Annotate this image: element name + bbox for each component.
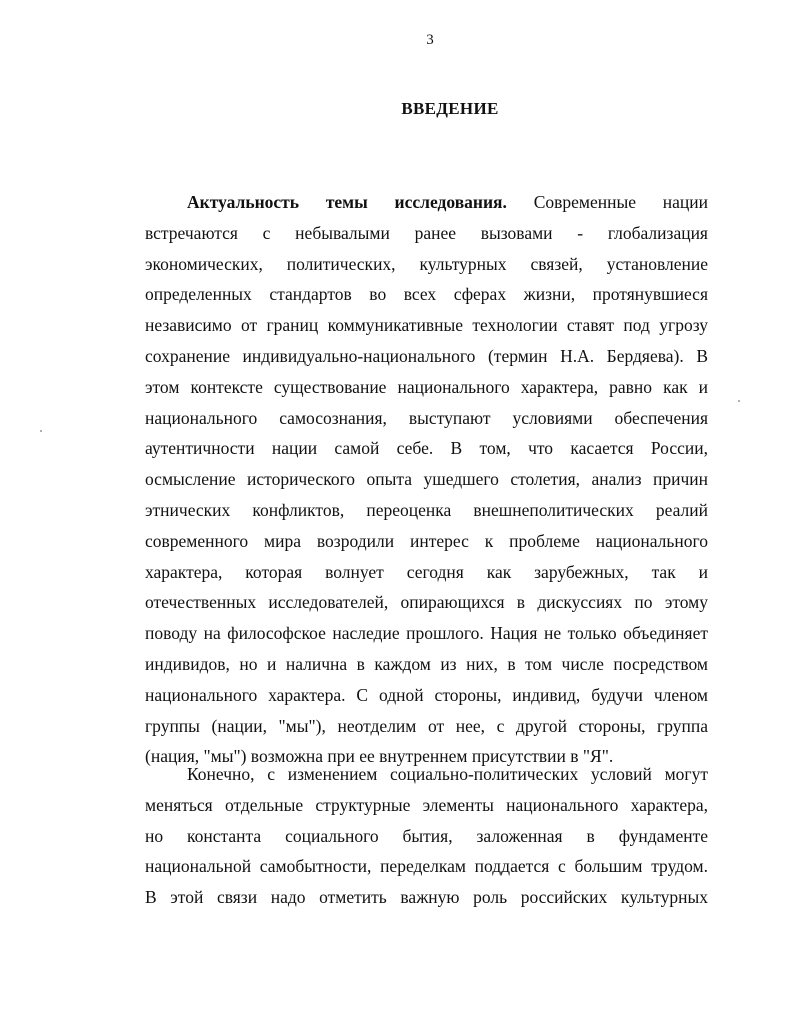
text-line: (нация, "мы") возможна при ее внутреннем присутствии в "Я".	[145, 746, 614, 767]
section-heading: ВВЕДЕНИЕ	[401, 99, 499, 118]
text-line: современного мира возродили интерес к проблеме национального	[145, 530, 708, 551]
text-line: независимо от границ коммуникативные технологии ставят под угрозу	[145, 315, 708, 336]
page-number: 3	[426, 32, 434, 48]
text-line: этнических конфликтов, переоценка внешнеполитических реалий	[145, 499, 708, 520]
text-line: меняться отдельные структурные элементы национального характера,	[145, 794, 708, 815]
text-line: но константа социального бытия, заложенная в фундаменте	[145, 825, 708, 846]
text-line: национального самосознания, выступают условиями обеспечения	[145, 407, 708, 428]
text-line: характера, которая волнует сегодня как зарубежных, так и	[145, 561, 708, 582]
paragraph-relevance	[145, 187, 708, 772]
paragraph-first-line-text: Современные нации	[533, 192, 708, 212]
text-line: группы (нации, "мы"), неотделим от нее, с другой стороны, группа	[145, 715, 708, 736]
paragraph-lead: Актуальность темы исследования.	[187, 192, 507, 212]
text-line: осмысление исторического опыта ушедшего столетия, анализ причин	[145, 469, 708, 490]
text-line: индивидов, но и налична в каждом из них, в том числе посредством	[145, 653, 708, 674]
text-line: определенных стандартов во всех сферах жизни, протянувшиеся	[145, 284, 708, 305]
text-line: экономических, политических, культурных связей, установление	[145, 253, 708, 274]
text-line: встречаются с небывалыми ранее вызовами - глобализация	[145, 222, 708, 243]
text-line: отечественных исследователей, опирающихся в дискуссиях по этому	[145, 592, 708, 613]
text-line: национальной самобытности, переделкам поддается с большим трудом.	[145, 856, 708, 877]
paragraph-first-line	[145, 187, 708, 218]
text-line: национального характера. С одной стороны, индивид, будучи членом	[145, 684, 708, 705]
text-line: поводу на философское наследие прошлого. Нация не только объединяет	[145, 623, 708, 644]
text-line: этом контексте существование национального характера, равно как и	[145, 376, 708, 397]
scan-speck	[738, 400, 740, 402]
scan-speck	[40, 430, 42, 432]
text-line: аутентичности нации самой себе. В том, что касается России,	[145, 438, 708, 459]
text-line: В этой связи надо отметить важную роль российских культурных	[145, 887, 708, 908]
text-line: Конечно, с изменением социально-политических условий могут	[187, 764, 708, 784]
paragraph-continuation	[145, 759, 708, 913]
text-line: сохранение индивидуально-национального (термин Н.А. Бердяева). В	[145, 345, 708, 366]
